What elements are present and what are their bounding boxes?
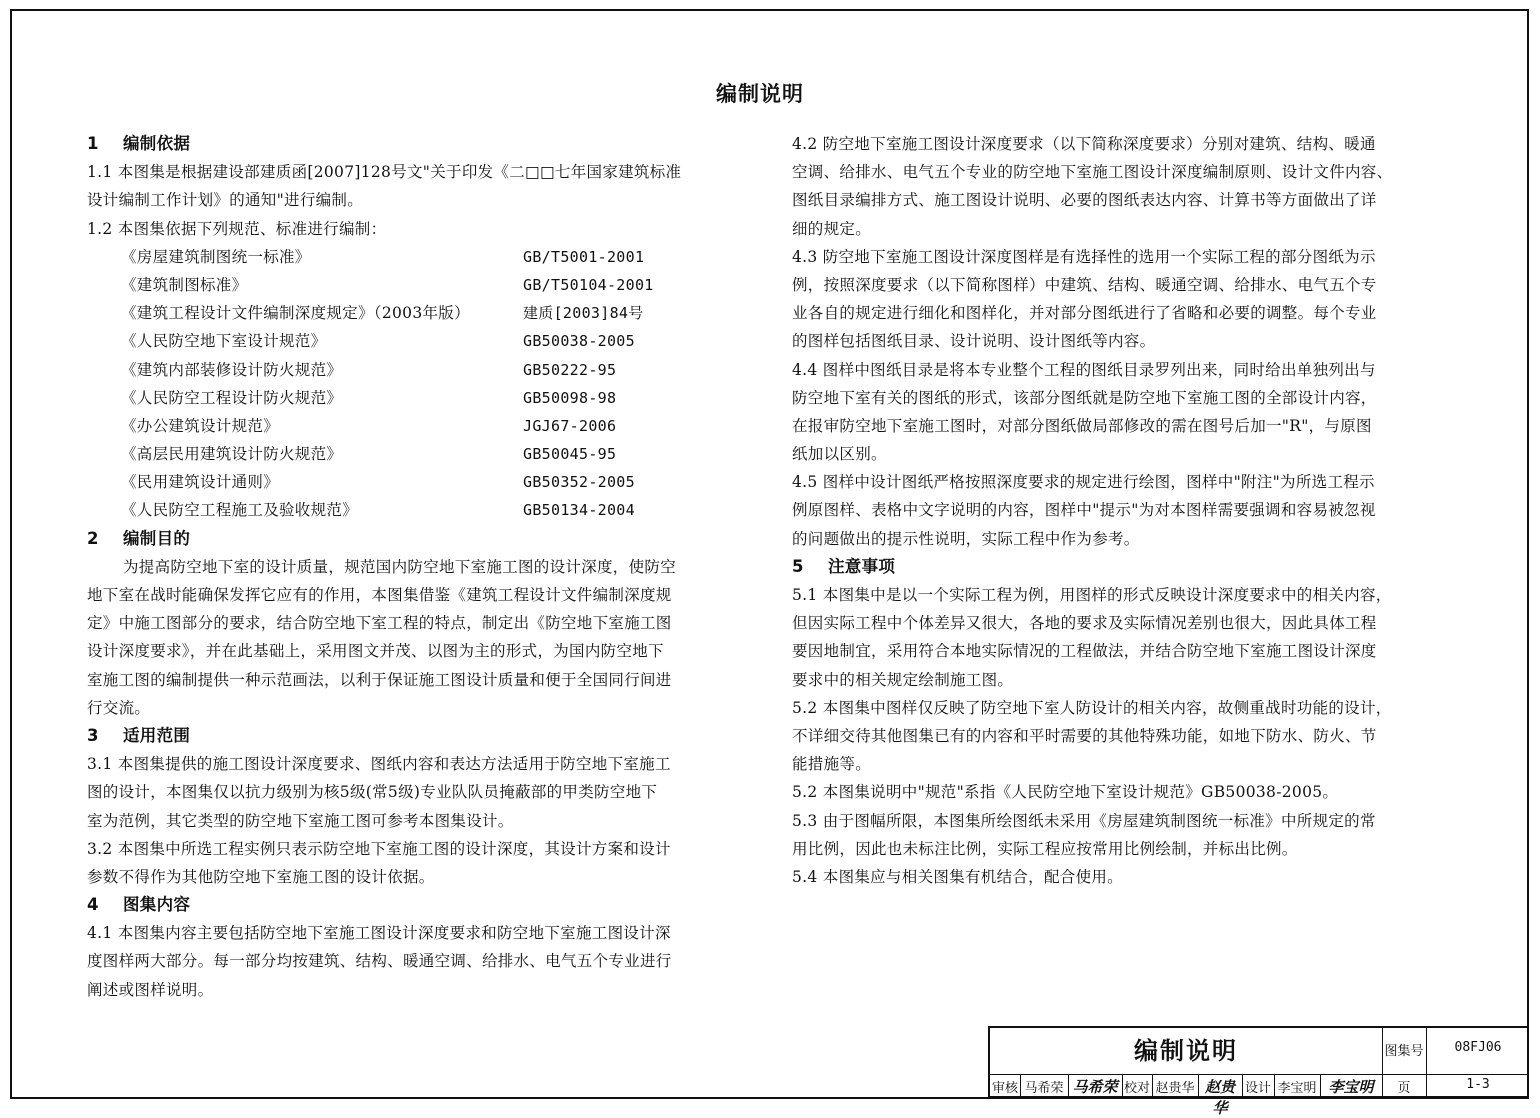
paragraph-line: 设计深度要求》，并在此基础上，采用图文并茂、以图为主的形式，为国内防空地下 <box>87 642 664 661</box>
paragraph-line: 设计编制工作计划》的通知"进行编制。 <box>87 191 364 210</box>
section-heading-1 <box>87 130 737 158</box>
paragraph-line: 地下室在战时能确保发挥它应有的作用，本图集借鉴《建筑工程设计文件编制深度规 <box>87 586 672 604</box>
paragraph-line: 的问题做出的提示性说明，实际工程中作为参考。 <box>792 529 1140 548</box>
paragraph-line: 3.1 本图集提供的施工图设计深度要求、图纸内容和表达方法适用于防空地下室施工 <box>87 755 671 774</box>
title-block <box>988 1026 1529 1117</box>
reference-name: 《房屋建筑制图统一标准》 <box>121 247 311 266</box>
reference-item <box>87 299 737 327</box>
section-heading-5 <box>792 553 1444 581</box>
paragraph-line: 例，按照深度要求（以下简称图样）中建筑、结构、暖通空调、给排水、电气五个专 <box>792 275 1377 294</box>
reference-code: GB/T50104-2001 <box>523 275 654 294</box>
paragraph-line: 5.4 本图集应与相关图集有机结合，配合使用。 <box>792 867 1123 886</box>
paragraph-line: 5.2 本图集说明中"规范"系指《人民防空地下室设计规范》GB50038-2005。 <box>792 783 1339 802</box>
paragraph-line: 5.2 本图集中图样仅反映了防空地下室人防设计的相关内容，故侧重战时功能的设计， <box>792 698 1392 717</box>
designer-signature: 李宝明 <box>1328 1078 1374 1096</box>
paragraph-line: 纸加以区别。 <box>792 445 887 464</box>
paragraph-line: 1.1 本图集是根据建设部建质函[2007]128号文"关于印发《二□□七年国家建筑标准 <box>87 163 682 182</box>
section-title: 注意事项 <box>828 556 896 576</box>
paragraph-line: 室施工图的编制提供一种示范画法，以利于保证施工图设计质量和便于全国同行间进 <box>87 670 672 689</box>
paragraph-line: 度图样两大部分。每一部分均按建筑、结构、暖通空调、给排水、电气五个专业进行 <box>87 952 672 971</box>
paragraph-line: 5.3 由于图幅所限，本图集所绘图纸未采用《房屋建筑制图统一标准》中所规定的常 <box>792 811 1376 830</box>
paragraph-line: 行交流。 <box>87 698 151 717</box>
review-label: 审核 <box>991 1081 1018 1096</box>
atlas-number-label: 图集号 <box>1384 1044 1424 1059</box>
design-label: 设计 <box>1244 1081 1271 1096</box>
paragraph-line: 要因地制宜，采用符合本地实际情况的工程做法，并结合防空地下室施工图设计深度 <box>792 642 1377 661</box>
right-column <box>792 130 1444 891</box>
designer-name: 李宝明 <box>1277 1081 1317 1096</box>
paragraph-line: 参数不得作为其他防空地下室施工图的设计依据。 <box>87 867 435 886</box>
section-title: 图集内容 <box>123 895 191 915</box>
title-block-sign-row <box>990 1074 1529 1117</box>
reference-name: 《民用建筑设计通则》 <box>121 473 280 492</box>
section-heading-4 <box>87 891 737 919</box>
paragraph-line: 5.1 本图集中是以一个实际工程为例，用图样的形式反映设计深度要求中的相关内容， <box>792 586 1392 604</box>
reference-code: GB50222-95 <box>523 360 617 379</box>
reference-name: 《人民防空工程设计防火规范》 <box>121 388 343 407</box>
paragraph-line: 能措施等。 <box>792 755 872 774</box>
section-number: 2 <box>87 528 99 548</box>
reference-name: 《人民防空地下室设计规范》 <box>121 332 327 351</box>
paragraph-line: 防空地下室有关的图纸的形式，该部分图纸就是防空地下室施工图的全部设计内容， <box>792 388 1377 407</box>
section-number: 3 <box>87 725 99 745</box>
page-title: 编制说明 <box>716 82 804 106</box>
reference-name: 《人民防空工程施工及验收规范》 <box>121 501 359 520</box>
reference-code: 建质[2003]84号 <box>523 304 644 323</box>
section-heading-2 <box>87 525 737 553</box>
section-number: 1 <box>87 134 99 153</box>
reference-code: GB50045-95 <box>523 445 617 464</box>
reference-name: 《建筑制图标准》 <box>121 275 248 294</box>
reference-code: GB50134-2004 <box>523 501 635 520</box>
paragraph-line: 细的规定。 <box>792 219 872 238</box>
reference-name: 《建筑内部装修设计防火规范》 <box>121 360 343 379</box>
page-label: 页 <box>1397 1081 1411 1096</box>
page-number: 1-3 <box>1466 1077 1490 1092</box>
paragraph-line: 要求中的相关规定绘制施工图。 <box>792 670 1014 689</box>
paragraph-line: 4.4 图样中图纸目录是将本专业整个工程的图纸目录罗列出来，同时给出单独列出与 <box>792 360 1376 379</box>
reference-item <box>87 271 737 299</box>
section-title: 编制依据 <box>123 134 191 153</box>
paragraph-line: 图纸目录编排方式、施工图设计说明、必要的图纸表达内容、计算书等方面做出了详 <box>792 191 1377 210</box>
paragraph-line: 3.2 本图集中所选工程实例只表示防空地下室施工图的设计深度，其设计方案和设计 <box>87 839 671 858</box>
section-title: 适用范围 <box>123 725 191 745</box>
paragraph-line: 用比例，因此也未标注比例，实际工程应按常用比例绘制，并标出比例。 <box>792 839 1298 858</box>
paragraph-line: 1.2 本图集依据下列规范、标准进行编制： <box>87 219 387 238</box>
reference-code: GB50352-2005 <box>523 473 635 492</box>
paragraph-line: 空调、给排水、电气五个专业的防空地下室施工图设计深度编制原则、设计文件内容、 <box>792 163 1393 182</box>
paragraph-line: 4.3 防空地下室施工图设计深度图样是有选择性的选用一个实际工程的部分图纸为示 <box>792 247 1376 266</box>
paragraph-line: 室为范例，其它类型的防空地下室施工图可参考本图集设计。 <box>87 811 514 830</box>
section-number: 4 <box>87 895 99 915</box>
section-number: 5 <box>792 556 804 576</box>
paragraph-line: 但因实际工程中个体差异又很大，各地的要求及实际情况差别也很大，因此具体工程 <box>792 614 1377 633</box>
checker-name: 赵贵华 <box>1155 1081 1195 1096</box>
paragraph-line: 为提高防空地下室的设计质量，规范国内防空地下室施工图的设计深度，使防空 <box>123 557 677 576</box>
left-column <box>87 130 737 1004</box>
reference-item <box>87 327 737 355</box>
reference-code: GB/T5001-2001 <box>523 247 645 266</box>
paragraph-line: 4.2 防空地下室施工图设计深度要求（以下简称深度要求）分别对建筑、结构、暖通 <box>792 135 1376 153</box>
paragraph-line: 不详细交待其他图集已有的内容和平时需要的其他特殊功能，如地下防水、防火、节 <box>792 726 1377 745</box>
reviewer-name: 马希荣 <box>1024 1081 1064 1096</box>
paragraph-line: 业各自的规定进行细化和图样化，并对部分图纸进行了省略和必要的调整。每个专业 <box>792 304 1377 323</box>
reference-item <box>87 496 737 524</box>
reference-name: 《建筑工程设计文件编制深度规定》（2003年版） <box>121 304 470 323</box>
paragraph-line: 定》中施工图部分的要求，结合防空地下室工程的特点，制定出《防空地下室施工图 <box>87 614 672 633</box>
checker-signature: 赵贵华 <box>1204 1078 1235 1117</box>
paragraph-line: 阐述或图样说明。 <box>87 980 214 999</box>
title-block-title: 编制说明 <box>1134 1037 1238 1065</box>
section-title: 编制目的 <box>123 528 191 548</box>
reference-code: JGJ67-2006 <box>523 416 617 435</box>
reference-item <box>87 356 737 384</box>
atlas-number: 08FJ06 <box>1454 1040 1502 1055</box>
paragraph-line: 4.1 本图集内容主要包括防空地下室施工图设计深度要求和防空地下室施工图设计深 <box>87 924 671 943</box>
reference-item <box>87 243 737 271</box>
reference-item <box>87 468 737 496</box>
reviewer-signature: 马希荣 <box>1072 1078 1118 1096</box>
paragraph-line: 的图样包括图纸目录、设计说明、设计图纸等内容。 <box>792 332 1156 351</box>
reference-item <box>87 384 737 412</box>
paragraph-line: 例原图样、表格中文字说明的内容，图样中"提示"为对本图样需要强调和容易被忽视 <box>792 501 1376 520</box>
paragraph-line: 图的设计，本图集仅以抗力级别为核5级(常5级)专业队队员掩蔽部的甲类防空地下 <box>87 783 658 802</box>
reference-code: GB50038-2005 <box>523 332 635 351</box>
reference-code: GB50098-98 <box>523 388 617 407</box>
reference-name: 《办公建筑设计规范》 <box>121 416 280 435</box>
reference-item <box>87 412 737 440</box>
section-heading-3 <box>87 722 737 750</box>
paragraph-line: 4.5 图样中设计图纸严格按照深度要求的规定进行绘图，图样中"附注"为所选工程示 <box>792 473 1375 492</box>
title-block-top-row <box>990 1028 1529 1075</box>
paragraph-line: 在报审防空地下室施工图时，对部分图纸做局部修改的需在图号后加一"R"，与原图 <box>792 416 1372 435</box>
reference-item <box>87 440 737 468</box>
check-label: 校对 <box>1123 1081 1150 1096</box>
reference-name: 《高层民用建筑设计防火规范》 <box>121 445 343 464</box>
